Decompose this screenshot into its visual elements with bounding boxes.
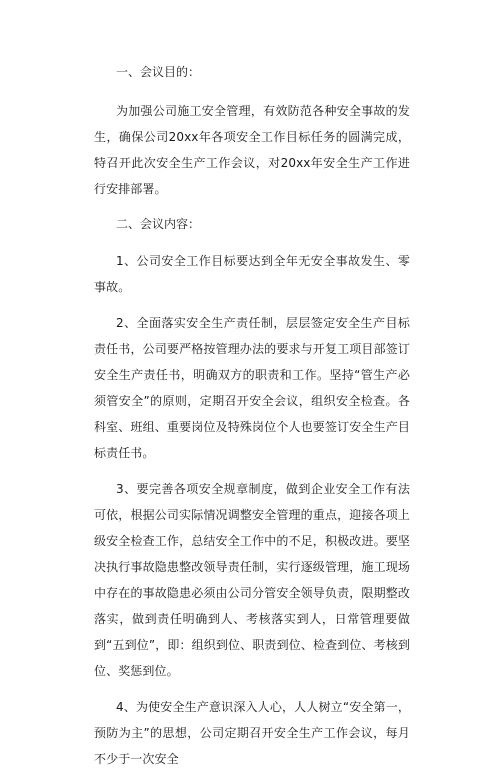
- list-item-1: 1、公司安全工作目标要达到全年无安全事故发生、零事故。: [94, 254, 410, 294]
- list-item-2: 2、全面落实安全生产责任制，层层签定安全生产目标责任书，公司要严格按管理办法的要求与开复工项目部签订安全生产责任书，明确双方的职责和工作。坚持“管生产必须管安全”的原则，定期召开安全会议，组织安全检查。各科室、班组、重要岗位及特殊岗位个人也要签订安全生产目标责任书。: [94, 316, 410, 460]
- section-heading-content: 二、会议内容：: [116, 217, 201, 231]
- section-heading-purpose: 一、会议目的：: [116, 65, 201, 79]
- list-item-3: 3、要完善各项安全规章制度，做到企业安全工作有法可依，根据公司实际情况调整安全管理的重点，迎接各项上级安全检查工作，总结安全工作中的不足，积极改进。要坚决执行事故隐患整改领导责任制，实行逐级管理，施工现场中存在的事故隐患必须由公司分管安全领导负责，限期整改落实，做到责任明确到人、考核落实到人，日常管理要做到“五到位”，即：组织到位、职责到位、检查到位、考核到位、奖惩到位。: [94, 482, 410, 678]
- document-body: [94, 64, 410, 772]
- paragraph-purpose: 为加强公司施工安全管理，有效防范各种安全事故的发生，确保公司20xx年各项安全工作目标任务的圆满完成，特召开此次安全生产工作会议，对20xx年安全生产工作进行安排部署。: [94, 104, 410, 196]
- list-item-4: 4、为使安全生产意识深入人心，人人树立“安全第一，预防为主”的思想，公司定期召开安全生产工作会议，每月不少于一次安全: [94, 700, 410, 766]
